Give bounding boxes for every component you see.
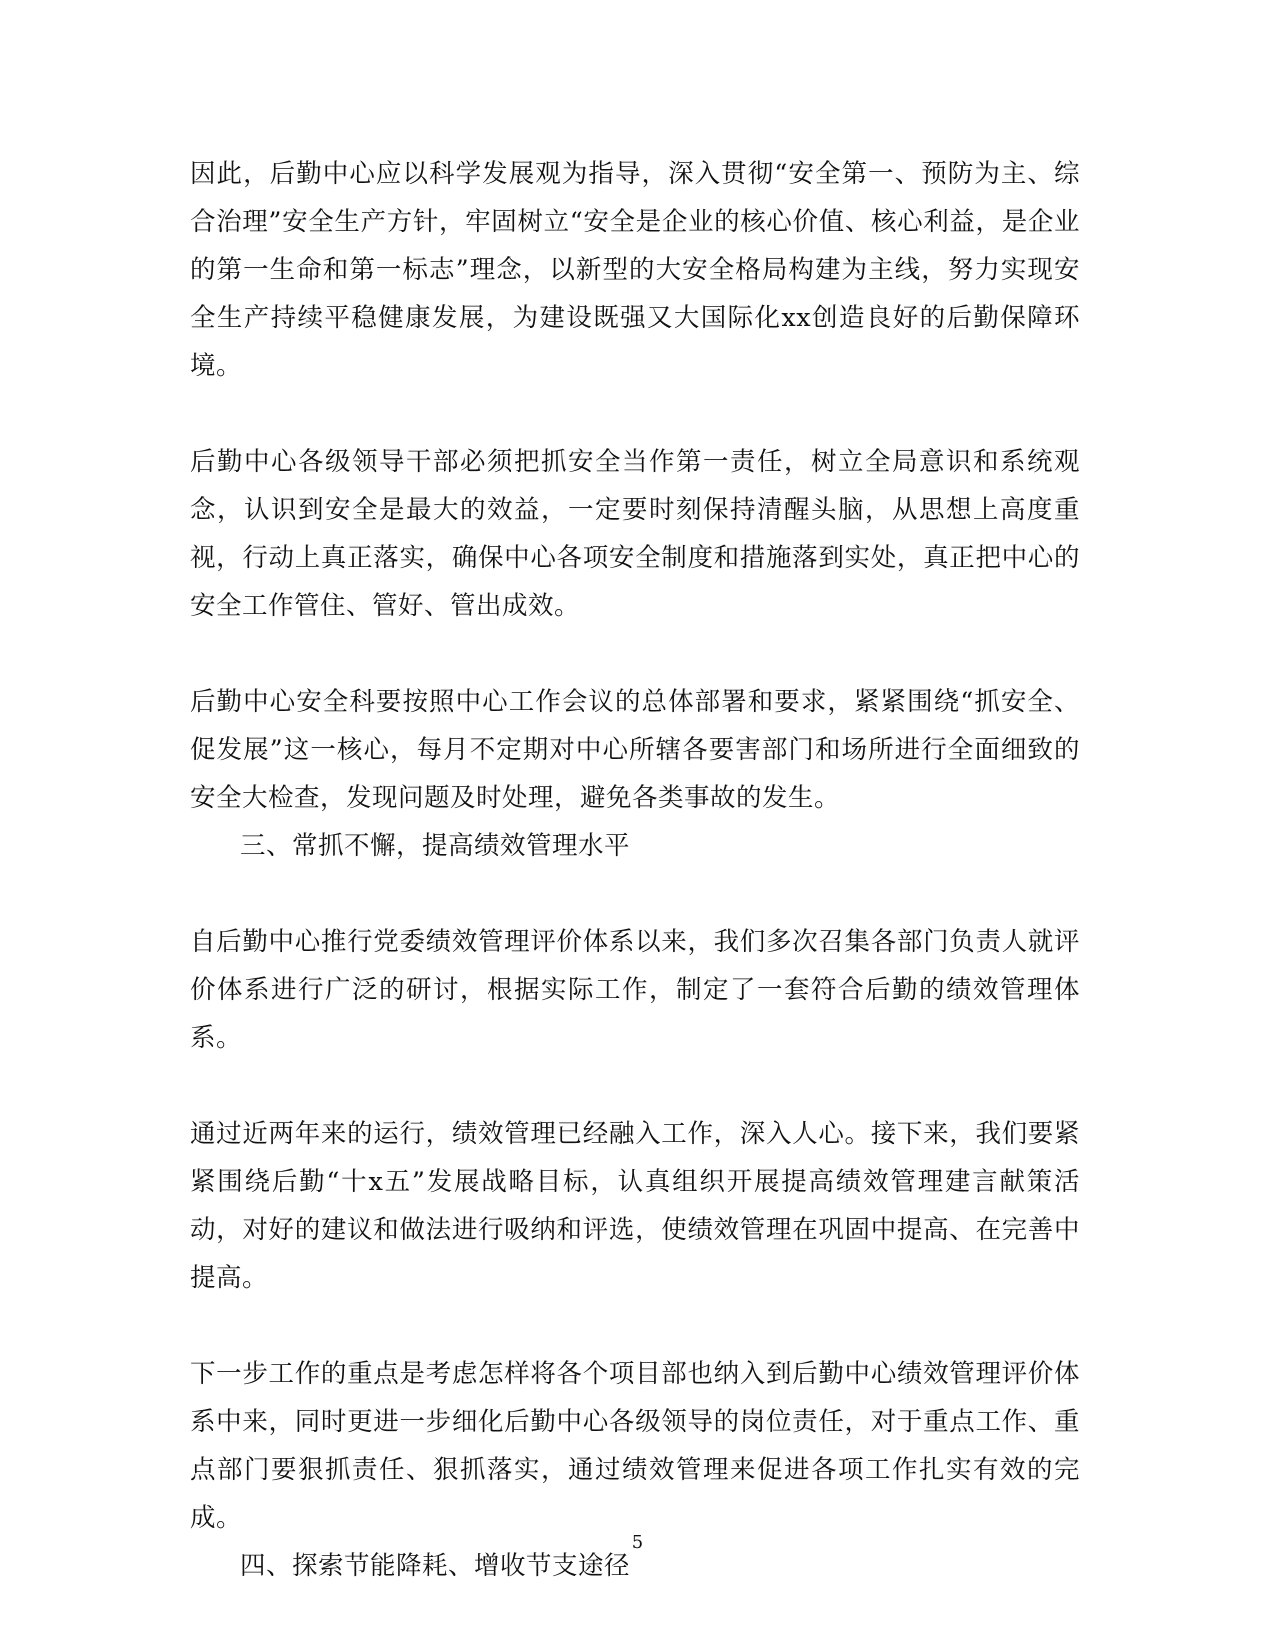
paragraph-evaluation-system: 自后勤中心推行党委绩效管理评价体系以来，我们多次召集各部门负责人就评价体系进行广泛的研讨，根据实际工作，制定了一套符合后勤的绩效管理体系。 <box>190 927 1080 1053</box>
paragraph-spacer <box>190 1062 1080 1110</box>
paragraph-safety-inspection: 后勤中心安全科要按照中心工作会议的总体部署和要求，紧紧围绕“抓安全、促发展”这一核心，每月不定期对中心所辖各要害部门和场所进行全面细致的安全大检查，发现问题及时处理，避免各类事故的发生。 <box>190 687 1080 813</box>
paragraph-leadership-responsibility: 后勤中心各级领导干部必须把抓安全当作第一责任，树立全局意识和系统观念，认识到安全是最大的效益，一定要时刻保持清醒头脑，从思想上高度重视，行动上真正落实，确保中心各项安全制度和措施落到实处，真正把中心的安全工作管住、管好、管出成效。 <box>190 447 1080 621</box>
page-number: 5 <box>631 1532 644 1553</box>
paragraph-spacer <box>190 1302 1080 1350</box>
paragraph-next-steps: 下一步工作的重点是考虑怎样将各个项目部也纳入到后勤中心绩效管理评价体系中来，同时更进一步细化后勤中心各级领导的岗位责任，对于重点工作、重点部门要狠抓责任、狠抓落实，通过绩效管理来促进各项工作扎实有效的完成。 <box>190 1359 1080 1533</box>
page-body <box>190 150 1080 1590</box>
paragraph-spacer <box>190 630 1080 678</box>
paragraph-spacer <box>190 870 1080 918</box>
section-heading-3: 三、常抓不懈，提高绩效管理水平 <box>240 831 631 861</box>
paragraph-safety-guideline: 因此，后勤中心应以科学发展观为指导，深入贯彻“安全第一、预防为主、综合治理”安全生产方针，牢固树立“安全是企业的核心价值、核心利益，是企业的第一生命和第一标志”理念，以新型的大安全格局构建为主线，努力实现安全生产持续平稳健康发展，为建设既强又大国际化xx创造良好的后勤保障环境。 <box>190 159 1080 381</box>
section-heading-4: 四、探索节能降耗、增收节支途径 <box>240 1551 631 1581</box>
paragraph-performance-progress: 通过近两年来的运行，绩效管理已经融入工作，深入人心。接下来，我们要紧紧围绕后勤“十x五”发展战略目标，认真组织开展提高绩效管理建言献策活动，对好的建议和做法进行吸纳和评选，使绩效管理在巩固中提高、在完善中提高。 <box>190 1119 1080 1293</box>
paragraph-spacer <box>190 390 1080 438</box>
